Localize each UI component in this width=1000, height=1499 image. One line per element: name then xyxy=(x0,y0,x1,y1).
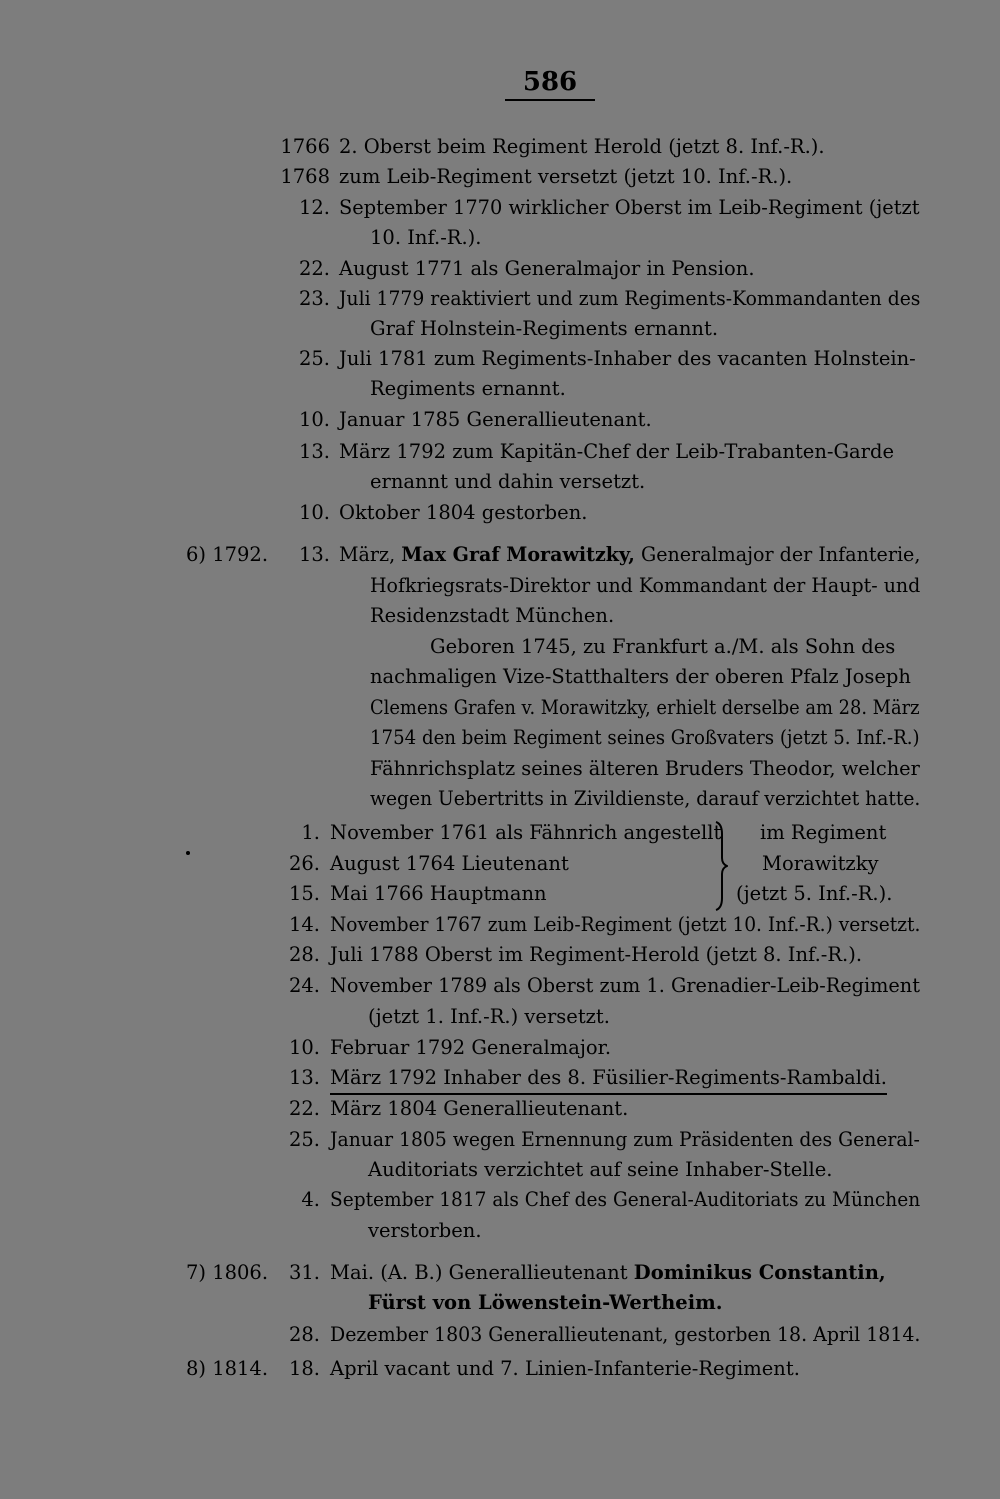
bio-text: nachmaligen Vize-Statthalters der oberen Pfalz Joseph xyxy=(370,665,911,688)
heading-title: Generalmajor der Infanterie, xyxy=(640,543,921,566)
entry-text-cont: (jetzt 1. Inf.-R.) versetzt. xyxy=(368,1005,610,1028)
entry-text: März 1804 Generallieutenant. xyxy=(330,1097,629,1120)
person-name-cont: Fürst von Löwenstein-Wertheim. xyxy=(368,1291,723,1314)
curly-brace xyxy=(714,820,728,912)
section-heading-cont: Hofkriegsrats-Direktor und Kommandant der Haupt- und xyxy=(370,574,921,597)
entry-num: 28. xyxy=(288,1323,320,1346)
entry-num: 22. xyxy=(288,1097,320,1120)
entry-num: 13. xyxy=(298,440,330,463)
entry-text: September 1770 wirklicher Oberst im Leib-Regiment (jetzt xyxy=(339,196,920,219)
entry-num: 4. xyxy=(301,1188,320,1211)
entry-num: 22. xyxy=(298,257,330,280)
brace-note: (jetzt 5. Inf.-R.). xyxy=(736,882,893,905)
entry-text-cont: verstorben. xyxy=(368,1219,482,1242)
section-label: 7) 1806. xyxy=(186,1261,269,1284)
entry-text: Januar 1805 wegen Ernennung zum Präsidenten des General- xyxy=(330,1128,920,1151)
heading-date: März, xyxy=(339,543,396,566)
entry-text: September 1817 als Chef des General-Auditoriats zu München xyxy=(330,1188,921,1211)
entry-num: 26. xyxy=(288,852,320,875)
section-heading-cont: Residenzstadt München. xyxy=(370,604,615,627)
heading-date: Mai. (A. B.) Generallieutenant xyxy=(330,1261,628,1284)
entry-text: August 1764 Lieutenant xyxy=(330,852,569,875)
bio-text: Clemens Grafen v. Morawitzky, erhielt derselbe am 28. März xyxy=(370,696,920,719)
entry-num: 25. xyxy=(288,1128,320,1151)
person-name: Dominikus Constantin, xyxy=(633,1261,886,1284)
entry-text: November 1789 als Oberst zum 1. Grenadier-Leib-Regiment xyxy=(330,974,920,997)
brace-note: im Regiment xyxy=(760,821,887,844)
entry-num: 23. xyxy=(298,287,330,310)
entry-num: 31. xyxy=(288,1261,320,1284)
entry-text-cont: 10. Inf.-R.). xyxy=(370,226,482,249)
entry-num: 25. xyxy=(298,347,330,370)
entry-text: Januar 1785 Generallieutenant. xyxy=(339,408,652,431)
entry-text: Oktober 1804 gestorben. xyxy=(339,501,588,524)
entry-text: November 1761 als Fähnrich angestellt xyxy=(330,821,722,844)
bio-text: Fähnrichsplatz seines älteren Bruders Theodor, welcher xyxy=(370,757,920,780)
entry-text: August 1771 als Generalmajor in Pension. xyxy=(339,257,755,280)
bio-text: Geboren 1745, zu Frankfurt a./M. als Sohn des xyxy=(430,635,896,658)
entry-num: 10. xyxy=(288,1036,320,1059)
entry-text-cont: Regiments ernannt. xyxy=(370,377,566,400)
entry-num: 1768 xyxy=(280,165,330,188)
page-number: 586 xyxy=(522,67,578,97)
entry-num: 10. xyxy=(298,408,330,431)
bio-text: 1754 den beim Regiment seines Großvaters (jetzt 5. Inf.-R.) xyxy=(370,726,920,749)
bio-text: wegen Uebertritts in Zivildienste, darauf verzichtet hatte. xyxy=(370,787,921,810)
entry-num: 12. xyxy=(298,196,330,219)
entry-num: 15. xyxy=(288,882,320,905)
entry-text: Juli 1779 reaktiviert und zum Regiments-Kommandanten des xyxy=(339,287,921,310)
entry-text: Mai 1766 Hauptmann xyxy=(330,882,547,905)
stray-mark xyxy=(186,851,190,855)
section-heading xyxy=(330,1258,886,1288)
entry-num: 24. xyxy=(288,974,320,997)
entry-text-cont: Auditoriats verzichtet auf seine Inhaber-Stelle. xyxy=(368,1158,833,1181)
section-label: 8) 1814. xyxy=(186,1357,269,1380)
entry-text: März 1792 zum Kapitän-Chef der Leib-Trabanten-Garde xyxy=(339,440,895,463)
entry-num: 18. xyxy=(288,1357,320,1380)
entry-num: 14. xyxy=(288,913,320,936)
entry-text: November 1767 zum Leib-Regiment (jetzt 10. Inf.-R.) versetzt. xyxy=(330,913,921,936)
entry-num: 1766 xyxy=(280,135,330,158)
entry-text-cont: Graf Holnstein-Regiments ernannt. xyxy=(370,317,719,340)
person-name: Max Graf Morawitzky, xyxy=(401,543,635,566)
entry-text: 2. Oberst beim Regiment Herold (jetzt 8. Inf.-R.). xyxy=(339,135,825,158)
entry-text: Dezember 1803 Generallieutenant, gestorben 18. April 1814. xyxy=(330,1323,921,1346)
entry-text: zum Leib-Regiment versetzt (jetzt 10. Inf.-R.). xyxy=(339,165,793,188)
entry-num: 13. xyxy=(288,1066,320,1089)
entry-text: Juli 1788 Oberst im Regiment-Herold (jetzt 8. Inf.-R.). xyxy=(330,943,863,966)
brace-note: Morawitzky xyxy=(762,852,879,875)
entry-text: April vacant und 7. Linien-Infanterie-Regiment. xyxy=(330,1357,800,1380)
entry-text-underlined: März 1792 Inhaber des 8. Füsilier-Regiments-Rambaldi. xyxy=(330,1063,887,1095)
section-heading xyxy=(339,540,920,570)
entry-num: 28. xyxy=(288,943,320,966)
entry-num: 1. xyxy=(301,821,320,844)
section-label: 6) 1792. xyxy=(186,543,269,566)
entry-num: 10. xyxy=(298,501,330,524)
entry-text: Juli 1781 zum Regiments-Inhaber des vacanten Holnstein- xyxy=(339,347,916,370)
entry-text: Februar 1792 Generalmajor. xyxy=(330,1036,612,1059)
entry-text-cont: ernannt und dahin versetzt. xyxy=(370,470,646,493)
entry-num: 13. xyxy=(298,543,330,566)
page-number-rule xyxy=(505,99,595,101)
